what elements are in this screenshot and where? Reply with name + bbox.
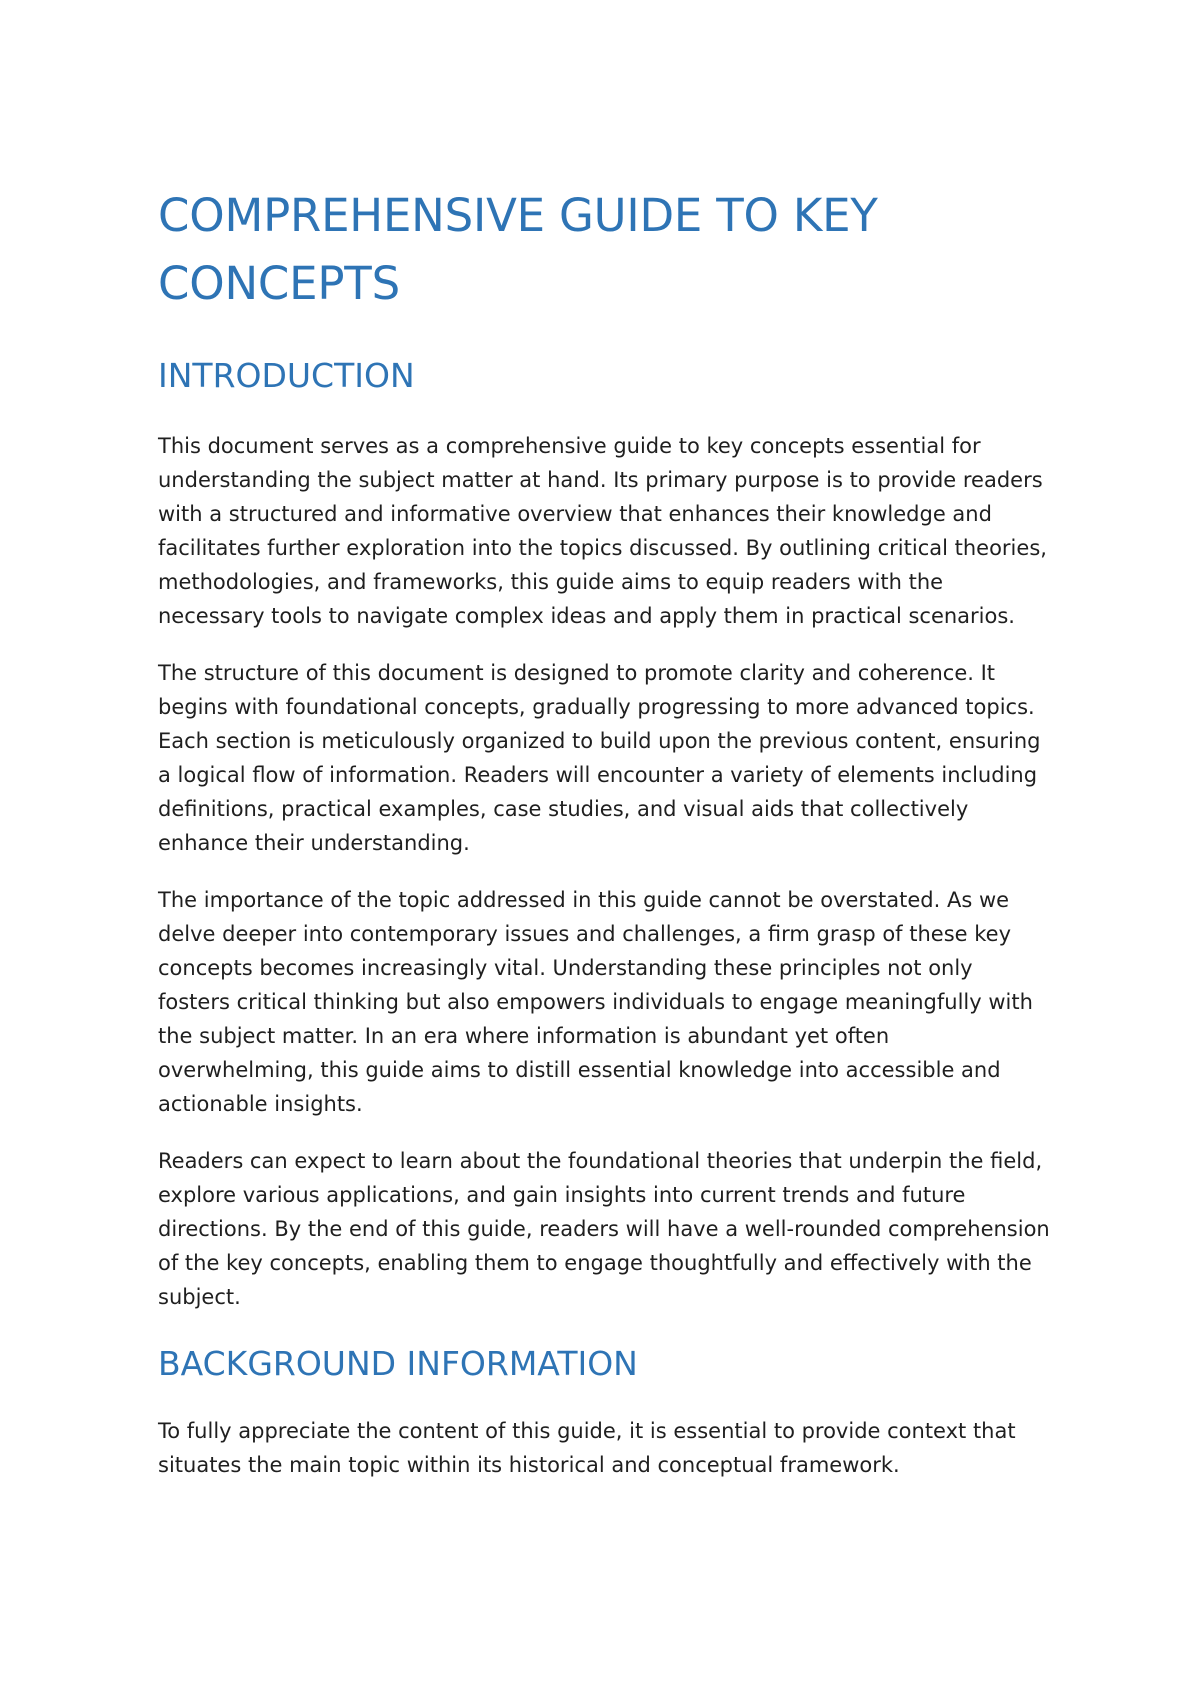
document-title: COMPREHENSIVE GUIDE TO KEY CONCEPTS <box>158 189 878 310</box>
paragraph: This document serves as a comprehensive guide to key concepts essential for understanding the subject matter at hand. Its primary purpose is to provide readers with a structured and informative overview that enhances their knowledge and facilitates further exploration into the topics discussed. By outlining critical theories, methodologies, and frameworks, this guide aims to equip readers with the necessary tools to navigate complex ideas and apply them in practical scenarios. <box>158 434 1047 628</box>
paragraph: Readers can expect to learn about the foundational theories that underpin the field, explore various applications, and gain insights into current trends and future directions. By the end of this guide, readers will have a well-rounded comprehension of the key concepts, enabling them to engage thoughtfully and effectively with the subject. <box>158 1149 1050 1309</box>
section-introduction <box>158 356 1050 1314</box>
paragraph: The importance of the topic addressed in this guide cannot be overstated. As we delve deeper into contemporary issues and challenges, a firm grasp of these key concepts becomes increasingly vital. Understanding these principles not only fosters critical thinking but also empowers individuals to engage meaningfully with the subject matter. In an era where information is abundant yet often overwhelming, this guide aims to distill essential knowledge into accessible and actionable insights. <box>158 888 1033 1116</box>
section-background-information <box>158 1344 1050 1482</box>
paragraph: The structure of this document is designed to promote clarity and coherence. It begins with foundational concepts, gradually progressing to more advanced topics. Each section is meticulously organized to build upon the previous content, ensuring a logical flow of information. Readers will encounter a variety of elements including definitions, practical examples, case studies, and visual aids that collectively enhance their understanding. <box>158 661 1041 855</box>
section-heading-background-information: BACKGROUND INFORMATION <box>158 1344 638 1383</box>
section-heading-introduction: INTRODUCTION <box>158 356 415 395</box>
paragraph: To fully appreciate the content of this guide, it is essential to provide context that situates the main topic within its historical and conceptual framework. <box>158 1419 1016 1477</box>
